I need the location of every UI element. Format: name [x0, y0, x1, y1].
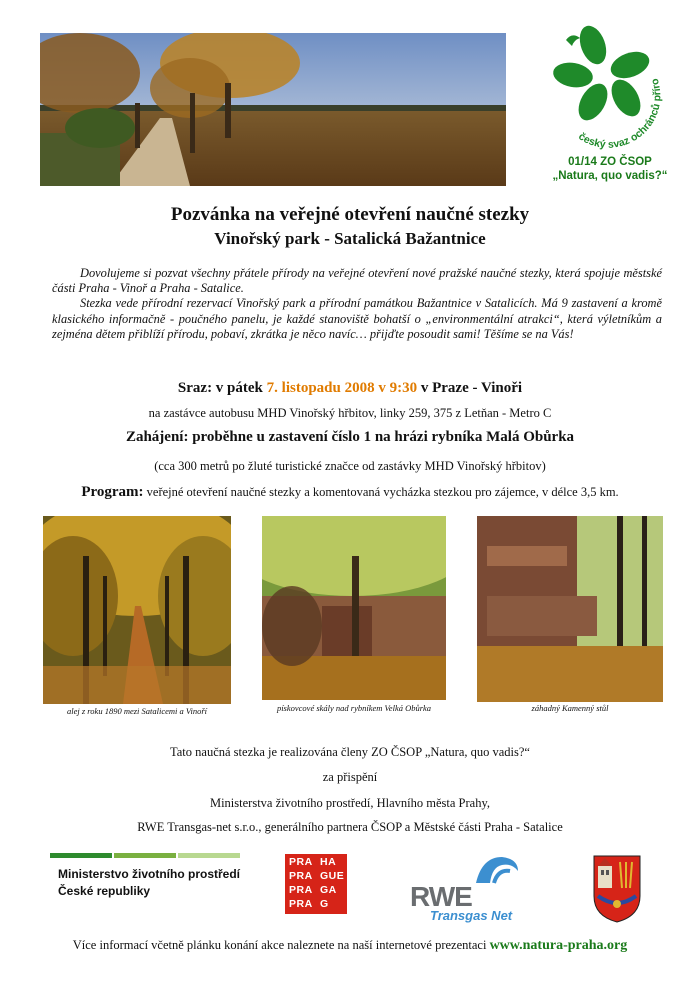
csop-logo [548, 20, 668, 150]
mzp-logo-line1: Ministerstvo životního prostředí [58, 867, 241, 881]
unit-line1: 01/14 ZO ČSOP [568, 156, 652, 168]
meeting-prefix: Sraz: v pátek [177, 380, 267, 396]
photo-rocks [262, 516, 446, 700]
hero-photo [40, 33, 506, 186]
rwe-logo [410, 853, 540, 923]
bus-stop-info: na zastávce autobusu MHD Vinořský hřbitov, linky 259, 375 z Letňan - Metro C [148, 406, 552, 420]
footer-text: Více informací včetně plánku konání akce naleznete na naší internetové prezentaci [72, 938, 490, 952]
program-line [0, 484, 700, 501]
program-label: Program: [81, 484, 144, 500]
praha-cell: PRA [289, 856, 313, 868]
praha-cell: HA [320, 856, 337, 868]
mzp-logo-line2: České republiky [58, 884, 151, 898]
csop-logo-text: český svaz ochránců příro [576, 77, 664, 150]
praha-cell: PRA [289, 870, 313, 882]
photo-caption-3: záhadný Kamenný stůl [531, 703, 609, 713]
rwe-logo-subtitle: Transgas Net [430, 908, 513, 923]
meeting-suffix: v Praze - Vinoři [417, 380, 523, 396]
intro-text [52, 266, 662, 342]
meeting-date: 7. listopadu 2008 v 9:30 [266, 380, 418, 396]
satalice-crest-icon [592, 852, 642, 924]
praha-cell: PRA [289, 898, 313, 910]
distance-info: (cca 300 metrů po žluté turistické značce od zastávky MHD Vinořský hřbitov) [154, 459, 546, 473]
csop-unit [530, 155, 690, 183]
praha-cell: G [320, 898, 329, 910]
meeting-line [0, 380, 700, 397]
praha-cell: GA [320, 884, 337, 896]
page-title: Pozvánka na veřejné otevření naučné stezky [170, 204, 530, 225]
intro-paragraph-2: Stezka vede přírodní rezervací Vinořský park a přírodní památkou Bažantnice v Satalicích. Má 9 zastavení a kromě klasického informačně - poučného panelu, je každé stanoviště bohatší o „environmentální atrakci“, která výletníkům a zejména dětem přiblíží přírodu, pobaví, zkrátka je něco navíc… přijďte posoudit sami! Těšíme se na Vás! [52, 296, 662, 341]
credit-line-3: Ministerstva životního prostředí, Hlavního města Prahy, [209, 796, 491, 810]
credit-line-1: Tato naučná stezka je realizována členy ZO ČSOP „Natura, quo vadis?“ [170, 745, 530, 759]
credit-line-4: RWE Transgas-net s.r.o., generálního partnera ČSOP a Městské části Praha - Satalice [137, 820, 563, 834]
rwe-hand-icon [472, 853, 522, 889]
rwe-logo-text: RWE [410, 881, 472, 912]
intro-paragraph-1: Dovolujeme si pozvat všechny přátele přírody na veřejné otevření nové pražské naučné stezky, která spojuje městské části Praha - Vinoř a Praha - Satalice. [52, 266, 662, 296]
praha-cell: GUE [320, 870, 345, 882]
program-text: veřejné otevření naučné stezky a komentovaná vycházka stezkou pro zájemce, v délce 3,5 km. [143, 485, 619, 499]
photo-alley [43, 516, 231, 704]
unit-line2: „Natura, quo vadis?“ [552, 170, 668, 182]
praha-cell: PRA [289, 884, 313, 896]
photo-stone-table [477, 516, 663, 702]
footer [0, 938, 700, 954]
photo-caption-2: pískovcové skály nad rybníkem Velká Obůrka [276, 703, 432, 713]
website-link[interactable]: www.natura-praha.org [489, 938, 628, 953]
opening-info: Zahájení: proběhne u zastavení číslo 1 na hrázi rybníka Malá Obůrka [125, 429, 575, 445]
mzp-logo [50, 853, 240, 903]
credit-line-2: za přispění [322, 770, 378, 784]
photo-caption-1: alej z roku 1890 mezi Satalicemi a Vinoří [67, 706, 207, 716]
praha-logo [285, 854, 347, 914]
page-subtitle: Vinořský park - Satalická Bažantnice [214, 229, 486, 248]
